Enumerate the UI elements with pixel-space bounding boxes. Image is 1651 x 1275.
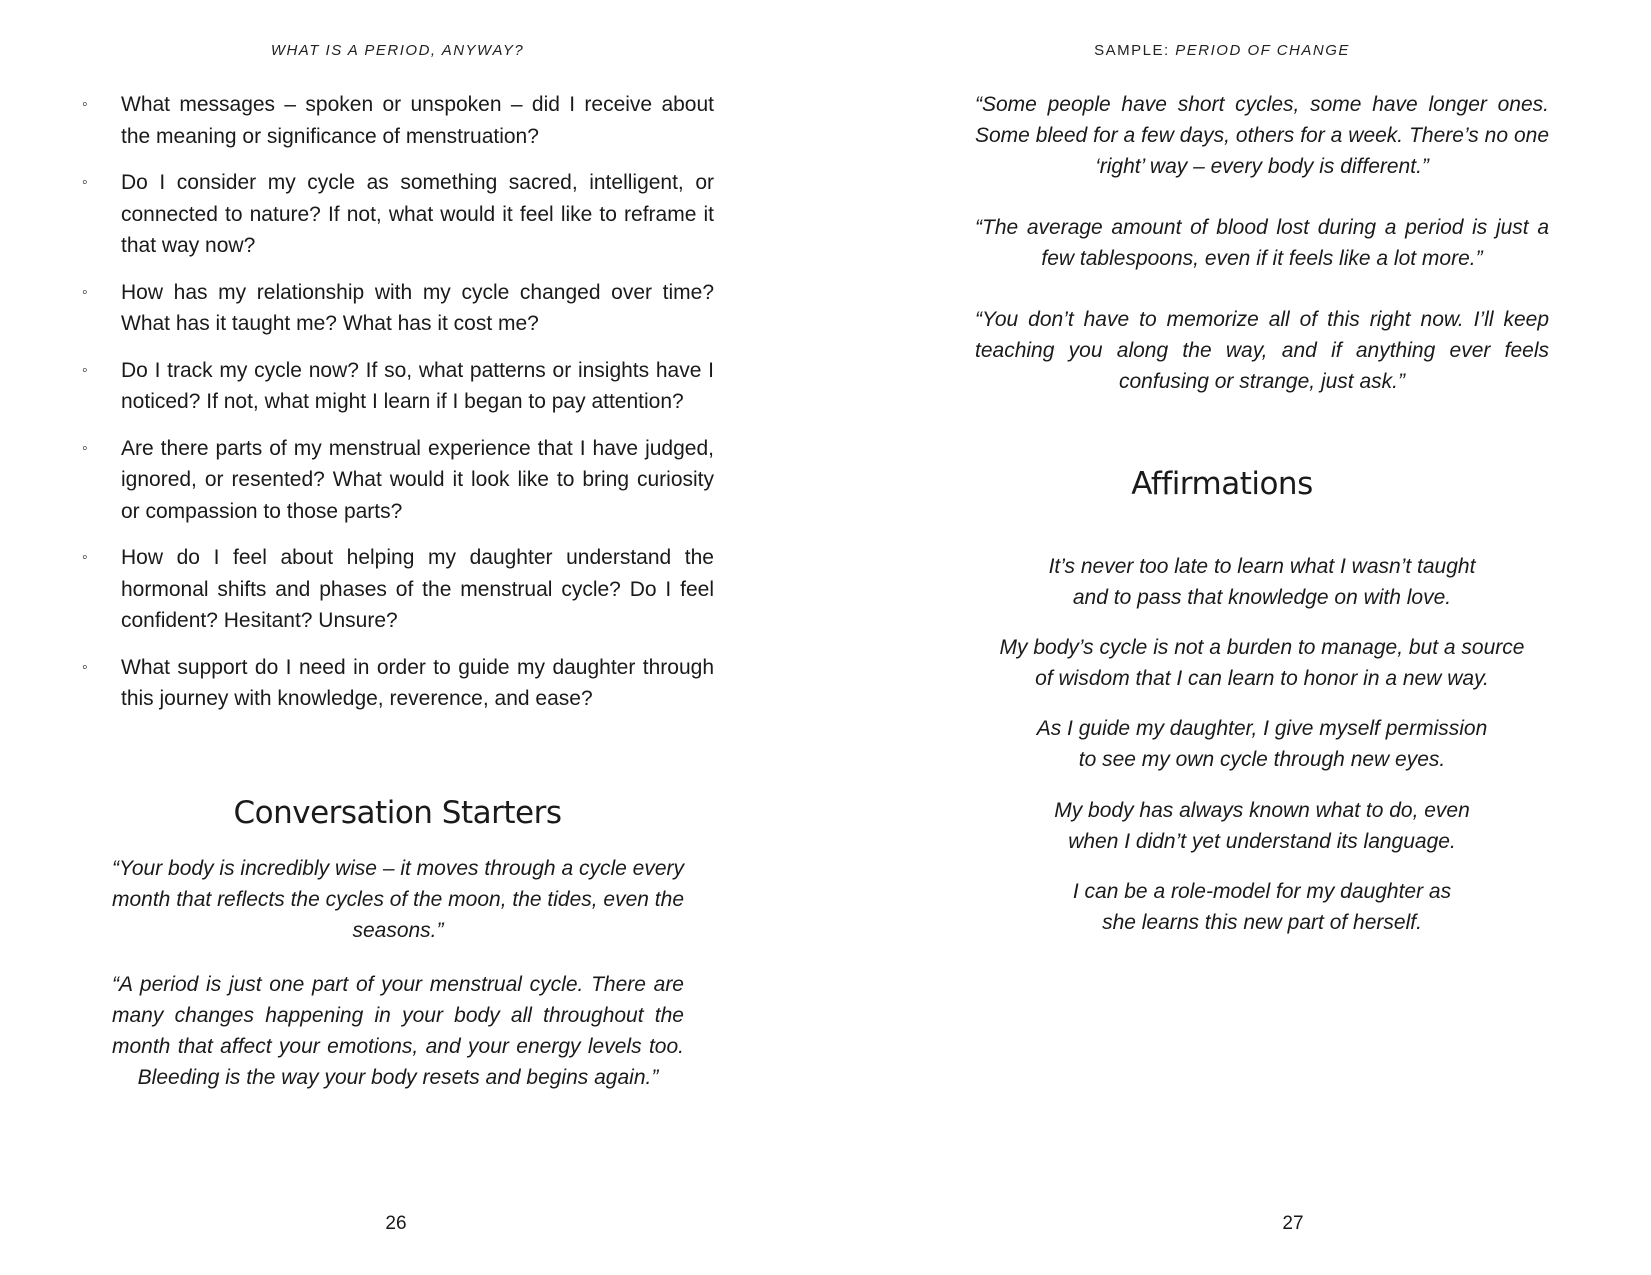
affirmation-line: My body’s cycle is not a burden to manage, but a source (999, 636, 1525, 659)
right-page (825, 0, 1651, 1275)
bullet-icon: ◦ (82, 283, 88, 301)
question-text: Do I consider my cycle as something sacred, intelligent, or connected to nature? If not, what would it feel like to reframe it that way now? (121, 171, 714, 257)
left-page (0, 0, 825, 1275)
bullet-icon: ◦ (82, 549, 88, 566)
bullet-icon: ◦ (82, 96, 88, 113)
list-item (82, 542, 714, 637)
affirmation (975, 713, 1549, 775)
affirmation-line: My body has always known what to do, even (1054, 799, 1470, 822)
running-head-left: WHAT IS A PERIOD, ANYWAY? (270, 42, 525, 59)
conversation-quote: “Some people have short cycles, some have longer ones. Some bleed for a few days, others for a week. There’s no one ‘right’ way – every body is different.” (975, 93, 1549, 178)
page-number-right: 27 (1282, 1213, 1304, 1234)
list-item (82, 433, 714, 528)
affirmation (975, 632, 1549, 694)
list-item (82, 355, 714, 418)
affirmation-line: of wisdom that I can learn to honor in a new way. (1035, 667, 1489, 690)
list-item (82, 652, 714, 715)
affirmation-line: It’s never too late to learn what I wasn’t taught (1048, 555, 1476, 578)
list-item (82, 167, 714, 262)
question-text: Are there parts of my menstrual experience that I have judged, ignored, or resented? What would it look like to bring curiosity or compassion to those parts? (121, 436, 714, 523)
affirmation-line: As I guide my daughter, I give myself permission (1036, 717, 1488, 740)
page-number-left: 26 (385, 1213, 407, 1234)
list-item (82, 89, 714, 152)
affirmation (975, 876, 1549, 938)
conversation-quote: “A period is just one part of your menstrual cycle. There are many changes happening in your body all throughout the month that affect your emotions, and your energy levels too. Bleeding is the way your body resets and begins again.” (112, 973, 684, 1089)
question-text: What support do I need in order to guide my daughter through this journey with knowledge, reverence, and ease? (121, 655, 714, 710)
question-text: How do I feel about helping my daughter understand the hormonal shifts and phases of the menstrual cycle? Do I feel confident? Hesitant? Unsure? (121, 546, 714, 632)
affirmation (975, 795, 1549, 857)
running-head-right (825, 42, 1619, 59)
running-head-prefix: SAMPLE: (1094, 42, 1170, 59)
reflection-question-list (82, 89, 714, 730)
affirmation-line: I can be a role-model for my daughter as (1072, 880, 1452, 903)
question-text: How has my relationship with my cycle changed over time? What has it taught me? What has it cost me? (121, 280, 714, 335)
bullet-icon: ◦ (82, 174, 88, 191)
question-text: What messages – spoken or unspoken – did I receive about the meaning or significance of menstruation? (121, 93, 714, 148)
affirmation-line: to see my own cycle through new eyes. (1078, 748, 1446, 771)
affirmations-heading: Affirmations (1131, 466, 1313, 502)
affirmation (975, 551, 1549, 613)
affirmation-line: and to pass that knowledge on with love. (1072, 586, 1452, 609)
bullet-icon: ◦ (82, 658, 88, 676)
conversation-quote: “You don’t have to memorize all of this right now. I’ll keep teaching you along the way, and if anything ever feels confusing or strange, just ask.” (975, 308, 1549, 393)
conversation-quote: “Your body is incredibly wise – it moves through a cycle every month that reflects the cycles of the moon, the tides, even the seasons.” (112, 857, 684, 942)
conversation-starters-heading: Conversation Starters (233, 795, 562, 831)
question-text: Do I track my cycle now? If so, what patterns or insights have I noticed? If not, what might I learn if I began to pay attention? (121, 358, 714, 413)
affirmation-line: she learns this new part of herself. (1102, 911, 1422, 934)
bullet-icon: ◦ (82, 361, 88, 379)
running-head-title: PERIOD OF CHANGE (1175, 42, 1350, 59)
bullet-icon: ◦ (82, 439, 88, 457)
affirmation-line: when I didn’t yet understand its language. (1068, 830, 1456, 853)
list-item (82, 277, 714, 340)
conversation-quote: “The average amount of blood lost during a period is just a few tablespoons, even if it feels like a lot more.” (975, 216, 1549, 270)
